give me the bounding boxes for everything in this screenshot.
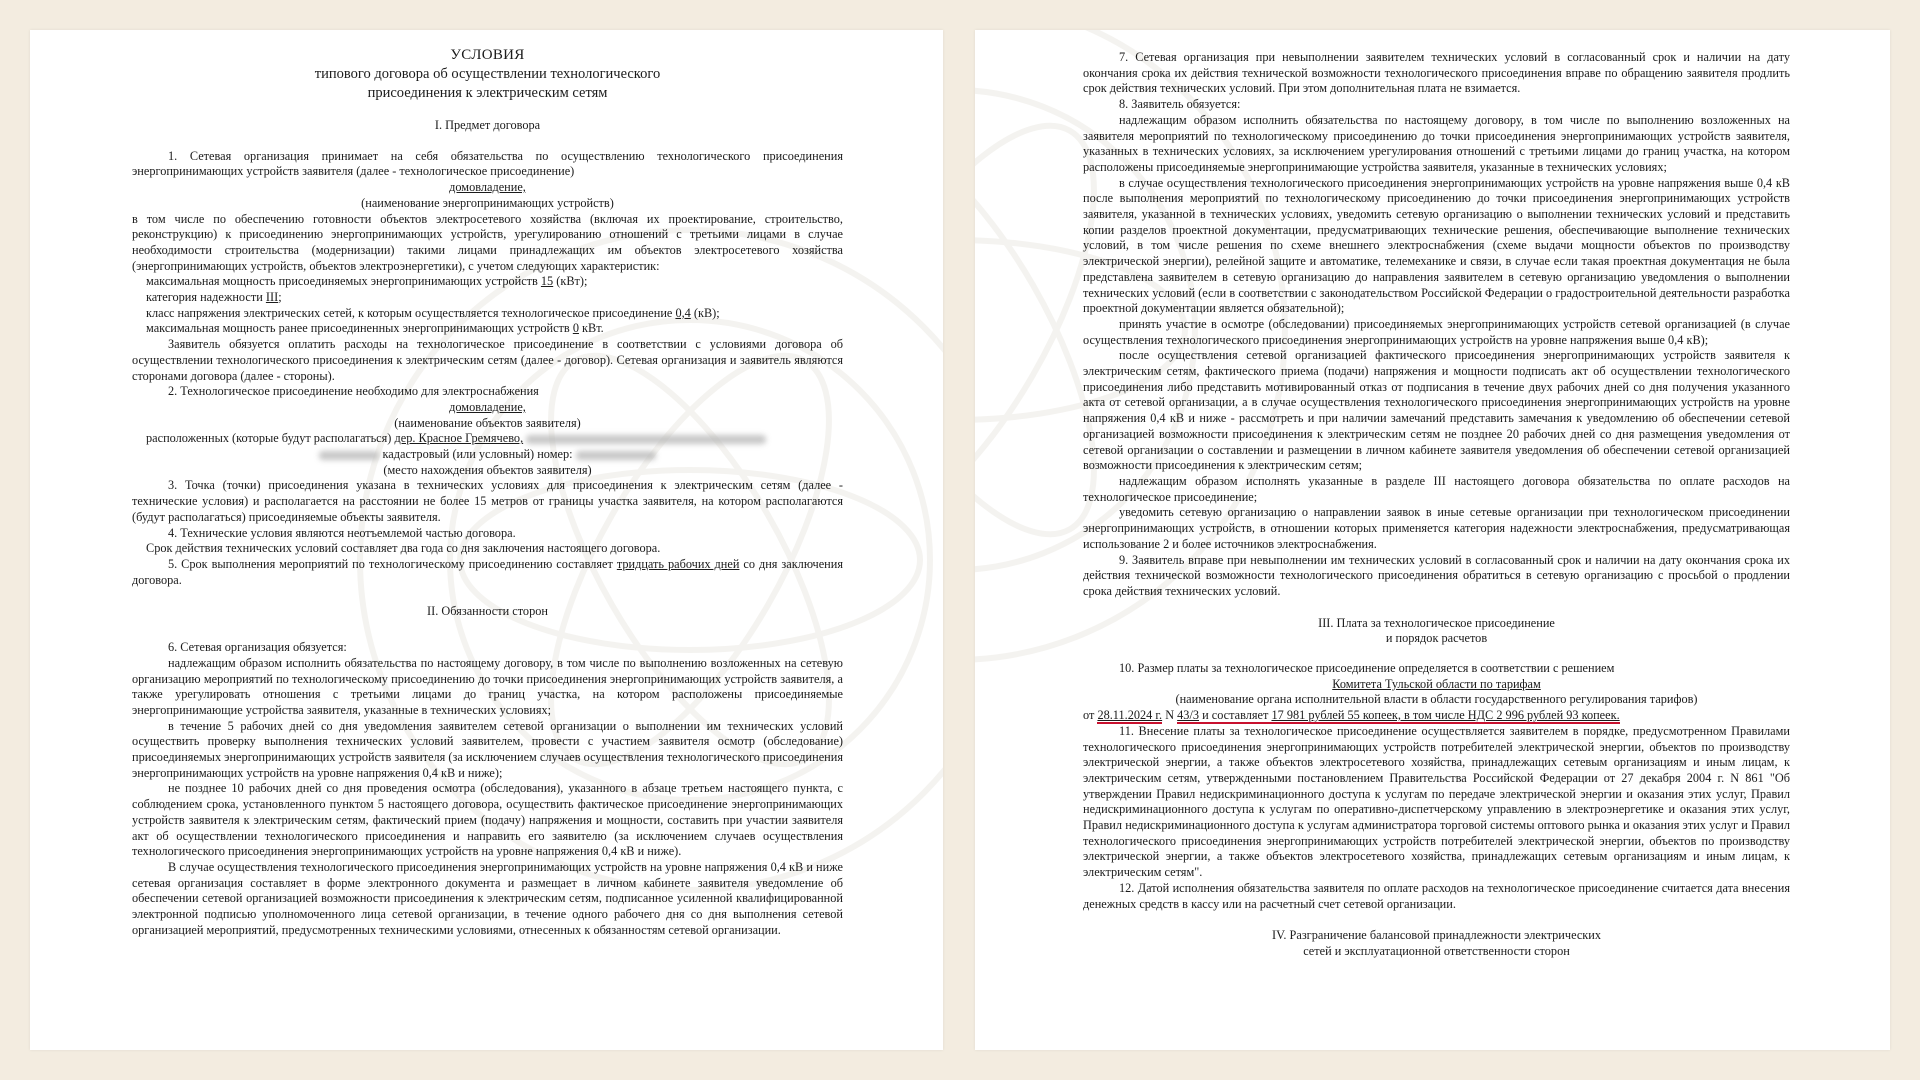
clause-6-a: надлежащим образом исполнить обязательства по настоящему договору, в том числе по выполнению возложенных на сетевую организацию мероприятий по технологическому присоединению до точки присоединения энергопринимающих устройств заявителя, а также урегулировать отношения с третьими лицами до границ участка, на котором расположены присоединяемые энергопринимающие устройства заявителя, указанные в технических условиях; <box>132 655 843 717</box>
clause-6-b: в течение 5 рабочих дней со дня уведомления заявителем сетевой организации о выполнении им технических условий осуществить проверку выполнения технических условий заявителем, провести с участием заявителя осмотр (обследование) присоединяемых энергопринимающих устройств заявителя (за исключением случаев осуществления технологического присоединения энергопринимающих устройств на уровне напряжения 0,4 кВ и ниже); <box>132 718 843 780</box>
section-heading-4: IV. Разграничение балансовой принадлежности электрических <box>1271 928 1601 943</box>
clause-12-text: 12. Датой исполнения обязательства заявителя по оплате расходов на технологическое присоединение считается дата внесения денежных средств в кассу или на расчетный счет сетевой организации. <box>1083 880 1790 911</box>
doc-subtitle-1: типового договора об осуществлении технологического <box>314 66 661 82</box>
section-heading-2: II. Обязанности сторон <box>427 604 548 619</box>
clause-1-body: в том числе по обеспечению готовности объектов электросетевого хозяйства (включая их проектирование, строительство, реконструкцию) к присоединению энергопринимающих устройств, урегулированию отношений с третьими лицами в случае необходимости строительства (модернизации) такими лицами принадлежащих им объектов электросетевого хозяйства (энергопринимающих устройств, объектов электроэнергетики), с учетом следующих характеристик: <box>132 211 843 273</box>
tariff-authority-note: (наименование органа исполнительной власти в области государственного регулирования тарифов) <box>1175 692 1698 707</box>
clause-11-text: 11. Внесение платы за технологическое присоединение осуществляется заявителем в порядке, предусмотренном Правилами технологического присоединения энергопринимающих устройств потребителей электрической энергии, объектов по производству электрической энергии, а также объектов электросетевого хозяйства, принадлежащих сетевым организациям и иным лицам, к электрическим сетям, утвержденными постановлением Правительства Российской Федерации от 27 декабря 2004 г. N 861 "Об утверждении Правил недискриминационного доступа к услугам по передаче электрической энергии и оказания этих услуг, Правил недискриминационного доступа к услугам по оперативно-диспетчерскому управлению в электроэнергетике и оказания этих услуг, Правил недискриминационного доступа к услугам администратора торговой системы оптового рынка и оказания этих услуг и Правил технологического присоединения энергопринимающих устройств потребителей электрической энергии, объектов по производству электрической энергии, а также объектов электросетевого хозяйства, принадлежащих сетевым организациям и иным лицам, к электрическим сетям". <box>1083 723 1790 880</box>
clause-2-location: расположенных (которые будут располагаться) дер. Красное Гремячево, <box>132 431 843 447</box>
redacted-prefix <box>319 451 379 460</box>
characteristic-prior-power: максимальная мощность ранее присоединенных энергопринимающих устройств 0 кВт. <box>146 321 604 336</box>
clause-10-price: от 28.11.2024 г. N 43/3 и составляет 17 981 рублей 55 копеек, в том числе НДС 2 996 рублей 93 копеек. <box>1083 708 1620 723</box>
clause-1-payment: Заявитель обязуется оплатить расходы на технологическое присоединение в соответствии с условиями договора об осуществлении технологического присоединения к электрическим сетям (далее - договор). Сетевая организация и заявитель являются сторонами договора (далее - стороны). <box>132 337 843 383</box>
clause-4-validity: Срок действия технических условий составляет два года со дня заключения настоящего договора. <box>146 541 661 556</box>
decision-date: 28.11.2024 г. <box>1097 708 1163 723</box>
clause-6-text: 6. Сетевая организация обязуется: <box>168 640 347 655</box>
clause-9-text: 9. Заявитель вправе при невыполнении им технических условий в согласованный срок и наличии на дату окончания срока их действия технической возможности технологического присоединения обратиться в сетевую организацию с просьбой о продлении срока действия технических условий. <box>1083 552 1790 598</box>
clause-8-text: 8. Заявитель обязуется: <box>1119 97 1241 112</box>
clause-2-object: домовладение, <box>449 399 526 414</box>
clause-8-b: в случае осуществления технологического присоединения энергопринимающих устройств на уровне напряжения выше 0,4 кВ после выполнения мероприятий по технологическому присоединению до точки присоединения энергопринимающих устройств заявителя, указанной в технических условиях, уведомить сетевую организацию о выполнении технических условий и представить копии разделов проектной документации, предусматривающих технические решения, обеспечивающие выполнение технических условий, в том числе решения по схеме внешнего электроснабжения (схеме выдачи мощности объектов по производству электрической энергии), релейной защите и автоматике, телемеханике и связи, в случае если такая проектная документация не была представлена заявителем в сетевую организацию до направления заявителем в сетевую организацию уведомления о выполнении технических условий (если в соответствии с законодательством Российской Федерации о градостроительной деятельности разработка проектной документации является обязательной); <box>1083 175 1790 316</box>
doc-title: УСЛОВИЯ <box>450 47 525 63</box>
redacted-address <box>526 435 766 444</box>
clause-2-text: 2. Технологическое присоединение необходимо для электроснабжения <box>168 384 539 399</box>
clause-8-f: уведомить сетевую организацию о направлении заявок в иные сетевые организации при технологическом присоединении энергопринимающих устройств, в отношении которых применяется категория надежности электроснабжения, предусматривающая использование 2 и более источников электроснабжения. <box>1083 505 1790 551</box>
clause-7-text: 7. Сетевая организация при невыполнении заявителем технических условий в согласованный срок и наличии на дату окончания срока их действия технической возможности технологического присоединения вправе по обращению заявителя продлить срок действия технических условий. При этом дополнительная плата не взимается. <box>1083 50 1790 96</box>
price-amount: 17 981 рублей 55 копеек, в том числе НДС 2 996 рублей 93 копеек. <box>1271 708 1620 723</box>
clause-6-d: В случае осуществления технологического присоединения энергопринимающих устройств на уровне напряжения 0,4 кВ и ниже сетевая организация составляет в форме электронного документа и размещает в личном кабинете заявителя уведомление об обеспечении сетевой организацией возможности присоединения к электрическим сетям, подписанное усиленной квалифицированной электронной подписью уполномоченного лица сетевой организации, в течение одного рабочего дня со дня выполнения сетевой организацией мероприятий, предусмотренных техническими условиями, отнесенных к обязанностям сетевой организации. <box>132 859 843 937</box>
characteristic-power: максимальная мощность присоединяемых энергопринимающих устройств 15 (кВт); <box>146 274 588 289</box>
clause-8-c: принять участие в осмотре (обследовании) присоединяемых энергопринимающих устройств сетевой организацией (в случае осуществления технологического присоединения энергопринимающих устройств на уровне напряжения выше 0,4 кВ); <box>1083 316 1790 347</box>
tariff-authority: Комитета Тульской области по тарифам <box>1332 676 1541 691</box>
clause-2-object-note: (наименование объектов заявителя) <box>394 415 581 430</box>
redacted-cadastral-number <box>576 451 656 460</box>
clause-8-a: надлежащим образом исполнить обязательства по настоящему договору, в том числе по выполнению возложенных на заявителя мероприятий по технологическому присоединению до точки присоединения энергопринимающих устройств заявителя, указанных в технических условиях, за исключением урегулирования отношений с третьими лицами до границ участка, на котором расположены присоединяемые энергопринимающие устройства заявителя, указанные в технических условиях; <box>1083 112 1790 174</box>
clause-1-object-note: (наименование энергопринимающих устройств) <box>361 195 614 210</box>
document-page-left <box>30 30 943 1050</box>
section-heading-3-cont: и порядок расчетов <box>1385 631 1488 646</box>
clause-2-location-note: (место нахождения объектов заявителя) <box>383 462 592 477</box>
clause-1-object: домовладение, <box>449 180 526 195</box>
doc-subtitle-2: присоединения к электрическим сетям <box>367 84 608 101</box>
clause-2-cadastral: кадастровый (или условный) номер: <box>132 447 843 463</box>
section-heading-1: I. Предмет договора <box>434 118 541 132</box>
clause-10-text: 10. Размер платы за технологическое присоединение определяется в соответствии с решением <box>1119 661 1615 676</box>
clause-6-c: не позднее 10 рабочих дней со дня проведения осмотра (обследования), указанного в абзаце третьем настоящего пункта, с соблюдением срока, установленного пунктом 5 настоящего договора, осуществить фактическое присоединение энергопринимающих устройств заявителя к электрическим сетям, фактический прием (подачу) напряжения и мощности, составить при участии заявителя акт об осуществлении технологического присоединения и направить его заявителю (за исключением случаев осуществления технологического присоединения энергопринимающих устройств на уровне напряжения 0,4 кВ и ниже). <box>132 781 843 859</box>
clause-5-text: 5. Срок выполнения мероприятий по технологическому присоединению составляет тридцать рабочих дней со дня заключения договора. <box>132 556 844 587</box>
clause-8-d: после осуществления сетевой организацией фактического присоединения энергопринимающих устройств заявителя к электрическим сетям, фактического приема (подачи) напряжения и мощности подписать акт об осуществлении технологического присоединения либо представить мотивированный отказ от подписания в течение двух рабочих дней со дня получения указанного акта от сетевой организации, а в случае осуществления технологического присоединения энергопринимающих устройств на уровне напряжения 0,4 кВ и ниже - рассмотреть и при наличии замечаний представить замечания к уведомлению об обеспечении сетевой организацией возможности присоединения к электрическим сетям не позднее 20 рабочих дней со дня размещения уведомления от сетевой организации о составлении и размещении в личном кабинете заявителя уведомления об обеспечении сетевой организацией возможности присоединения к электрическим сетям; <box>1083 348 1790 473</box>
clause-1-text: 1. Сетевая организация принимает на себя обязательства по осуществлению технологического присоединения энергопринимающих устройств заявителя (далее - технологическое присоединение) <box>132 148 843 179</box>
section-heading-3: III. Плата за технологическое присоединение <box>1318 615 1555 630</box>
clause-8-e: надлежащим образом исполнять указанные в разделе III настоящего договора обязательства по оплате расходов на технологическое присоединение; <box>1083 473 1790 504</box>
document-page-right <box>975 30 1890 1050</box>
clause-3-text: 3. Точка (точки) присоединения указана в технических условиях для присоединения к электрическим сетям (далее - технические условия) и располагается на расстоянии не более 15 метров от границы участка заявителя, на котором располагаются (будут располагаться) присоединяемые объекты заявителя. <box>132 478 843 524</box>
characteristic-reliability: категория надежности III; <box>146 290 282 305</box>
clause-4-text: 4. Технические условия являются неотъемлемой частью договора. <box>168 525 516 540</box>
decision-number: 43/3 <box>1177 708 1200 723</box>
characteristic-voltage: класс напряжения электрических сетей, к которым осуществляется технологическое присоединение 0,4 (кВ); <box>146 305 720 320</box>
section-heading-4-cont: сетей и эксплуатационной ответственности сторон <box>1303 943 1570 958</box>
